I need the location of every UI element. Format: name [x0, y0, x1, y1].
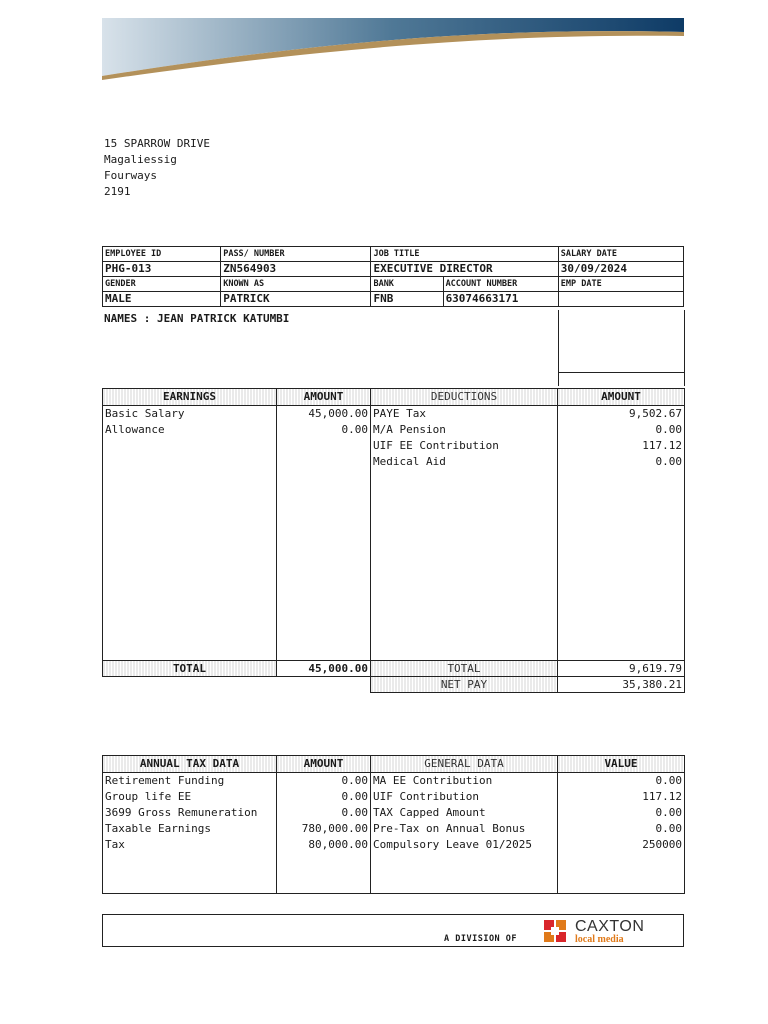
general-value: 0.00 — [558, 821, 685, 837]
salary-date-value: 30/09/2024 — [558, 262, 683, 277]
tax-amount: 780,000.00 — [277, 821, 371, 837]
table-row — [103, 773, 685, 790]
general-item: TAX Capped Amount — [371, 805, 558, 821]
tax-amount: 0.00 — [277, 789, 371, 805]
table-row — [103, 805, 685, 821]
deduction-amount: 9,502.67 — [558, 406, 685, 423]
names-side-box-lower — [558, 372, 685, 386]
earning-amount: 0.00 — [277, 422, 371, 438]
earnings-header: EARNINGS — [103, 389, 277, 406]
tax-item: Taxable Earnings — [103, 821, 277, 837]
earnings-amount-header: AMOUNT — [277, 389, 371, 406]
emp-date-value — [558, 292, 683, 307]
earning-name: Allowance — [103, 422, 277, 438]
general-item: Compulsory Leave 01/2025 — [371, 837, 558, 853]
address-line-4: 2191 — [104, 185, 131, 198]
annual-tax-table — [102, 755, 685, 894]
table-row — [103, 454, 685, 470]
earnings-deductions-table — [102, 388, 685, 693]
known-as-label: KNOWN AS — [221, 277, 371, 292]
totals-row — [103, 661, 685, 677]
earning-name: Basic Salary — [103, 406, 277, 423]
tax-amount: 0.00 — [277, 773, 371, 790]
bank-value: FNB — [371, 292, 443, 307]
table-filler — [103, 470, 685, 661]
names-side-box — [558, 310, 685, 373]
general-data-header: GENERAL DATA — [371, 756, 558, 773]
pass-number-label: PASS/ NUMBER — [221, 247, 371, 262]
employee-address — [104, 136, 210, 200]
earning-amount — [277, 454, 371, 470]
tax-item: Group life EE — [103, 789, 277, 805]
salary-date-label: SALARY DATE — [558, 247, 683, 262]
deduction-amount: 0.00 — [558, 422, 685, 438]
table-filler — [103, 853, 685, 894]
address-line-1: 15 SPARROW DRIVE — [104, 137, 210, 150]
caxton-logo-subtitle: local media — [575, 934, 624, 945]
earnings-total-label: TOTAL — [103, 661, 277, 677]
general-value: 0.00 — [558, 773, 685, 790]
general-value: 0.00 — [558, 805, 685, 821]
employee-id-value: PHG-013 — [103, 262, 221, 277]
account-number-label: ACCOUNT NUMBER — [443, 277, 558, 292]
deduction-name: M/A Pension — [371, 422, 558, 438]
tax-item: Tax — [103, 837, 277, 853]
table-row — [103, 422, 685, 438]
general-value: 250000 — [558, 837, 685, 853]
table-row — [103, 821, 685, 837]
general-item: UIF Contribution — [371, 789, 558, 805]
tax-amount: 0.00 — [277, 805, 371, 821]
deductions-total-label: TOTAL — [371, 661, 558, 677]
annual-amount-header: AMOUNT — [277, 756, 371, 773]
table-row — [103, 438, 685, 454]
gender-label: GENDER — [103, 277, 221, 292]
net-pay-label: NET PAY — [371, 677, 558, 693]
emp-date-label: EMP DATE — [558, 277, 683, 292]
deduction-amount: 117.12 — [558, 438, 685, 454]
job-title-value: EXECUTIVE DIRECTOR — [371, 262, 558, 277]
bank-label: BANK — [371, 277, 443, 292]
general-item: Pre-Tax on Annual Bonus — [371, 821, 558, 837]
net-pay-value: 35,380.21 — [558, 677, 685, 693]
earning-name — [103, 454, 277, 470]
annual-tax-header: ANNUAL TAX DATA — [103, 756, 277, 773]
known-as-value: PATRICK — [221, 292, 371, 307]
deductions-header: DEDUCTIONS — [371, 389, 558, 406]
division-of-text: A DIVISION OF — [444, 934, 518, 944]
earning-name — [103, 438, 277, 454]
address-line-3: Fourways — [104, 169, 157, 182]
header-banner — [102, 18, 684, 80]
pass-number-value: ZN564903 — [221, 262, 371, 277]
table-row — [103, 837, 685, 853]
tax-item: 3699 Gross Remuneration — [103, 805, 277, 821]
earning-amount: 45,000.00 — [277, 406, 371, 423]
account-number-value: 63074663171 — [443, 292, 558, 307]
caxton-logo-word: CAXTON — [575, 918, 645, 935]
tax-amount: 80,000.00 — [277, 837, 371, 853]
employee-id-label: EMPLOYEE ID — [103, 247, 221, 262]
deduction-name: PAYE Tax — [371, 406, 558, 423]
deduction-amount: 0.00 — [558, 454, 685, 470]
deductions-total-value: 9,619.79 — [558, 661, 685, 677]
job-title-label: JOB TITLE — [371, 247, 558, 262]
deduction-name: UIF EE Contribution — [371, 438, 558, 454]
address-line-2: Magaliessig — [104, 153, 177, 166]
general-item: MA EE Contribution — [371, 773, 558, 790]
employee-names: NAMES : JEAN PATRICK KATUMBI — [104, 312, 290, 325]
net-pay-row — [103, 677, 685, 693]
earning-amount — [277, 438, 371, 454]
general-value: 117.12 — [558, 789, 685, 805]
deduction-name: Medical Aid — [371, 454, 558, 470]
general-value-header: VALUE — [558, 756, 685, 773]
employee-info-table — [102, 246, 684, 307]
gender-value: MALE — [103, 292, 221, 307]
deductions-amount-header: AMOUNT — [558, 389, 685, 406]
table-row — [103, 406, 685, 423]
table-row — [103, 789, 685, 805]
tax-item: Retirement Funding — [103, 773, 277, 790]
earnings-total-value: 45,000.00 — [277, 661, 371, 677]
